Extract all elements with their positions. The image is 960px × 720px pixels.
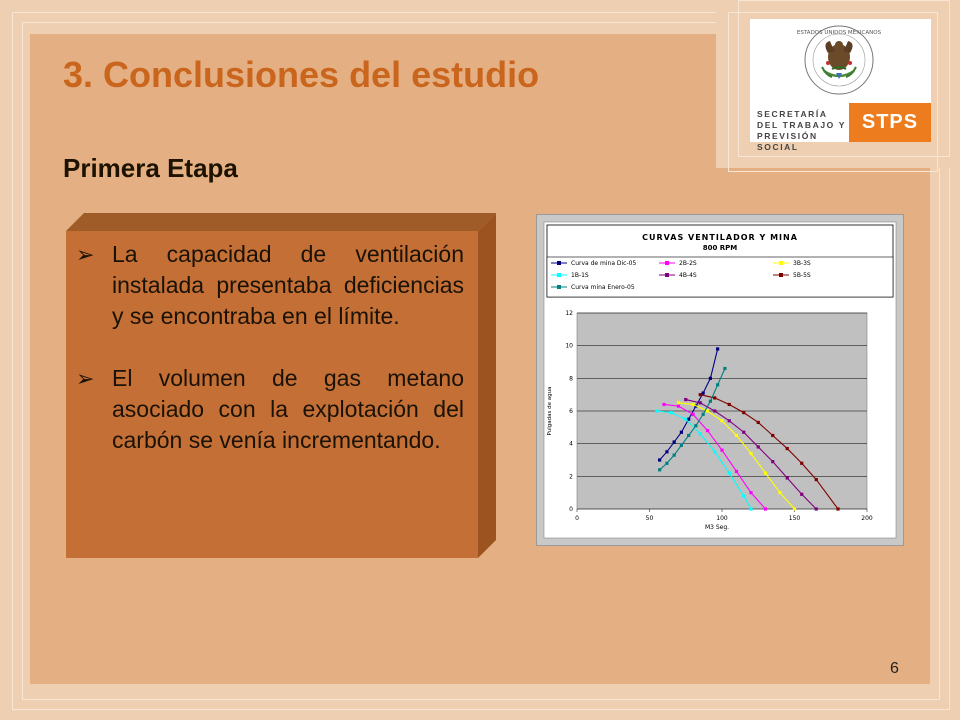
data-point [684, 418, 687, 421]
data-point [709, 400, 712, 403]
legend-marker [557, 285, 561, 289]
data-point [749, 507, 752, 510]
data-point [800, 462, 803, 465]
data-point [658, 458, 661, 461]
data-point [694, 424, 697, 427]
bullet-text: El volumen de gas metano asociado con la explotación del carbón se venía incrementando. [112, 365, 464, 453]
data-point [742, 431, 745, 434]
legend-entry: 5B-5S [793, 272, 811, 279]
secretaria-line-1: SECRETARÍA [757, 109, 828, 119]
data-point [673, 454, 676, 457]
data-point [728, 403, 731, 406]
data-point [742, 411, 745, 414]
data-point [713, 450, 716, 453]
data-point [680, 444, 683, 447]
data-point [706, 409, 709, 412]
data-point [706, 429, 709, 432]
data-point [735, 434, 738, 437]
data-point [670, 411, 673, 414]
legend-marker [779, 261, 783, 265]
bullet-box-side-bevel [478, 213, 496, 558]
data-point [716, 383, 719, 386]
legend-marker [779, 273, 783, 277]
data-point [728, 471, 731, 474]
bullet-item [66, 239, 478, 332]
y-tick-label: 0 [569, 506, 573, 513]
x-tick-label: 100 [716, 515, 728, 522]
chart-title: CURVAS VENTILADOR Y MINA [642, 233, 798, 242]
data-point [815, 507, 818, 510]
slide-subtitle: Primera Etapa [63, 153, 238, 183]
secretaria-line-2: DEL TRABAJO Y [757, 120, 846, 130]
data-point [699, 393, 702, 396]
chart-svg [537, 215, 903, 545]
secretaria-line-3: PREVISIÓN SOCIAL [757, 131, 818, 152]
legend-entry: Curva mina Enero-05 [571, 284, 635, 291]
data-point [778, 491, 781, 494]
data-point [764, 471, 767, 474]
data-point [716, 347, 719, 350]
bullet-box-face [66, 231, 478, 558]
data-point [836, 507, 839, 510]
data-point [658, 468, 661, 471]
data-point [655, 409, 658, 412]
legend-marker [557, 261, 561, 265]
data-point [709, 377, 712, 380]
data-point [757, 421, 760, 424]
data-point [786, 447, 789, 450]
x-axis-label: M3 Seg. [704, 524, 730, 531]
data-point [699, 432, 702, 435]
data-point [720, 449, 723, 452]
data-point [699, 401, 702, 404]
data-point [793, 507, 796, 510]
legend-marker [665, 273, 669, 277]
chart-subtitle: 800 RPM [702, 244, 738, 252]
data-point [662, 403, 665, 406]
data-point [665, 462, 668, 465]
legend-entry: 2B-2S [679, 260, 697, 267]
data-point [723, 367, 726, 370]
y-axis-label: Pulgadas de agua [547, 386, 553, 436]
data-point [677, 405, 680, 408]
data-point [702, 413, 705, 416]
data-point [786, 476, 789, 479]
data-point [720, 419, 723, 422]
data-point [680, 431, 683, 434]
data-point [665, 450, 668, 453]
x-tick-label: 200 [861, 515, 873, 522]
y-tick-label: 12 [565, 310, 573, 317]
data-point [815, 478, 818, 481]
data-point [677, 401, 680, 404]
bullet-list [66, 239, 478, 456]
data-point [728, 419, 731, 422]
data-point [702, 391, 705, 394]
y-tick-label: 10 [565, 342, 573, 350]
data-point [749, 452, 752, 455]
bullet-text: La capacidad de ventilación instalada presentaba deficiencias y se encontraba en el límite. [112, 241, 464, 329]
page-number: 6 [890, 660, 899, 677]
data-point [742, 494, 745, 497]
stps-badge: STPS [849, 103, 931, 142]
legend-marker [557, 273, 561, 277]
y-tick-label: 8 [569, 375, 573, 383]
bullet-item [66, 363, 478, 456]
x-tick-label: 150 [788, 515, 801, 522]
secretaria-text [757, 109, 849, 153]
x-tick-label: 0 [575, 515, 579, 522]
legend-entry: Curva de mina Dic-05 [571, 260, 637, 267]
y-tick-label: 2 [569, 473, 573, 481]
legend-entry: 1B-1S [571, 272, 589, 279]
data-point [713, 409, 716, 412]
data-point [735, 470, 738, 473]
data-point [771, 434, 774, 437]
data-point [800, 493, 803, 496]
data-point [684, 398, 687, 401]
data-point [771, 460, 774, 463]
data-point [764, 507, 767, 510]
bullet-box [66, 213, 496, 558]
bullet-box-top-bevel [66, 213, 496, 231]
data-point [713, 396, 716, 399]
data-point [687, 434, 690, 437]
x-tick-label: 50 [645, 515, 654, 522]
data-point [691, 403, 694, 406]
data-point [673, 440, 676, 443]
legend-entry: 3B-3S [793, 260, 811, 267]
stps-logo [750, 19, 931, 152]
legend-entry: 4B-4S [679, 272, 697, 279]
arrow-bullet-icon: ➢ [76, 366, 95, 391]
seal-text: ESTADOS UNIDOS MEXICANOS [796, 30, 882, 36]
slide-title: 3. Conclusiones del estudio [63, 54, 540, 95]
data-point [749, 491, 752, 494]
y-tick-label: 6 [569, 408, 573, 415]
data-point [757, 445, 760, 448]
arrow-bullet-icon: ➢ [76, 242, 95, 267]
fan-mine-curves-chart [536, 214, 904, 546]
y-tick-label: 4 [569, 440, 573, 448]
data-point [691, 413, 694, 416]
legend-marker [665, 261, 669, 265]
mexican-seal-icon [796, 23, 882, 97]
